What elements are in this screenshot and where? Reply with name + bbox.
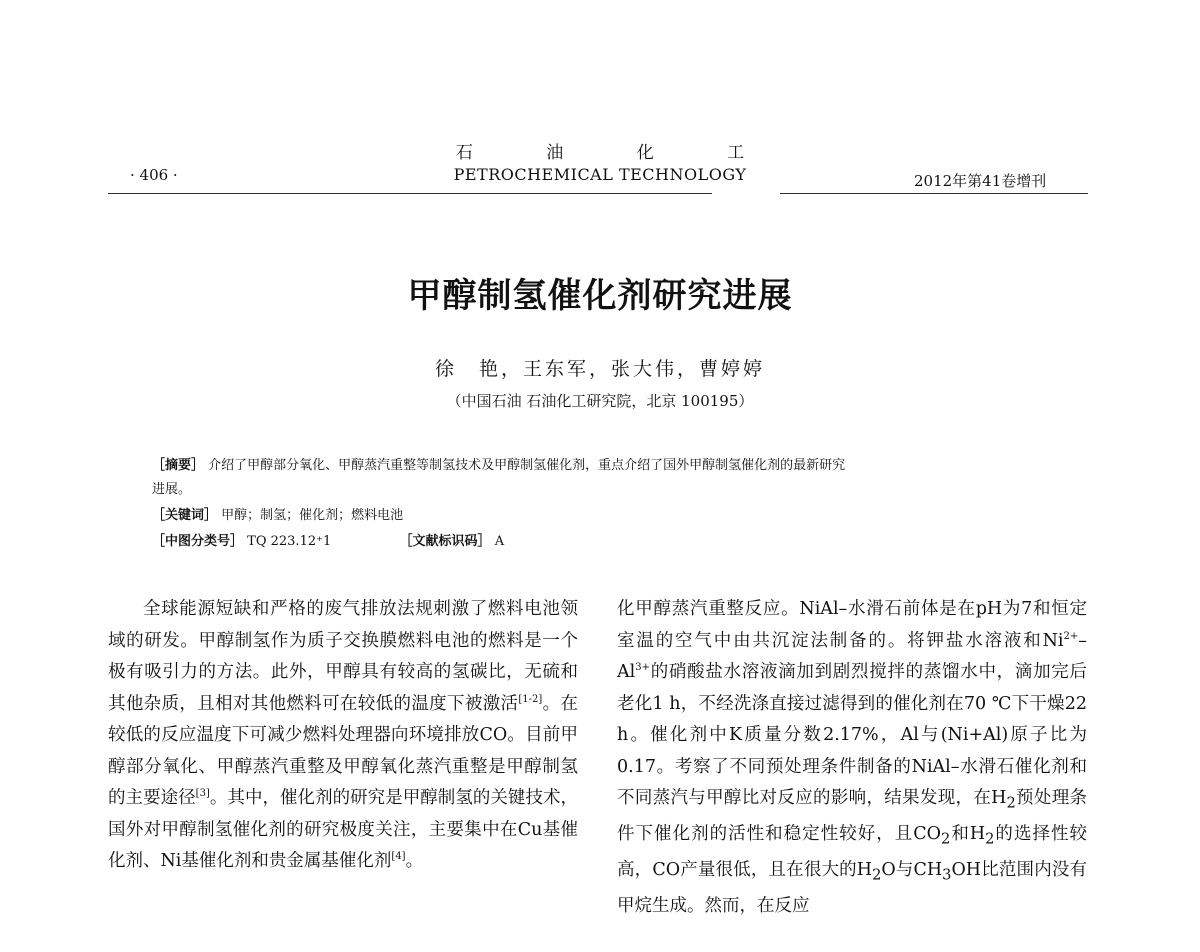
article-title: 甲醇制氢催化剂研究进展 bbox=[407, 276, 793, 316]
keywords-line bbox=[152, 505, 1052, 527]
citation-2: [3] bbox=[195, 788, 210, 800]
intro-text-2: 。在较低的反应温度下可减少燃料处理器向环境排放CO。目前甲醇部分氧化、甲醇蒸汽重整及甲醇氧化蒸汽重整是甲醇制氢的主要途径 bbox=[108, 693, 578, 808]
header-rule-right bbox=[780, 193, 1088, 194]
abstract-text: 介绍了甲醇部分氧化、甲醇蒸汽重整等制氢技术及甲醇制氢催化剂，重点介绍了国外甲醇制氢催化剂的最新研究 bbox=[208, 458, 846, 473]
abstract-text-cont: 进展。 bbox=[152, 482, 192, 497]
intro-text-1: 全球能源短缺和严格的废气排放法规刺激了燃料电池领域的研发。甲醇制氢作为质子交换膜燃料电池的燃料是一个极有吸引力的方法。此外，甲醇具有较高的氢碳比，无硫和其他杂质，且相对其他燃料可在较低的温度下被激活 bbox=[108, 599, 578, 714]
clc-tag: ［中图分类号］ bbox=[152, 534, 244, 549]
citation-3: [4] bbox=[391, 851, 406, 863]
body-text-3: 的硝酸盐水溶液滴加到剧烈搅拌的蒸馏水中，滴加完后老化1 h，不经洗涤直接过滤得到的催化剂在70 ℃下干燥22 h。催化剂中K质量分数2.17%，Al与(Ni+Al)原子比为0.17。考察了不同预处理条件制备的NiAl–水滑石催化剂和不同蒸汽与甲醇比对反应的影响，结果发现，在H bbox=[617, 662, 1087, 808]
citation-1: [1-2] bbox=[518, 693, 543, 705]
subscript-ch3: 3 bbox=[942, 866, 952, 884]
superscript-ni: 2+ bbox=[1063, 630, 1079, 642]
intro-paragraph bbox=[108, 594, 578, 878]
affiliation: （中国石油 石油化工研究院，北京 100195） bbox=[446, 392, 754, 410]
clc-value: TQ 223.12⁺1 bbox=[247, 534, 332, 549]
subscript-h2: 2 bbox=[985, 830, 995, 848]
subscript-h2: 2 bbox=[1006, 794, 1016, 812]
intro-text-3: 。其中，催化剂的研究是甲醇制氢的关键技术，国外对甲醇制氢催化剂的研究极度关注，主要集中在Cu基催化剂、Ni基催化剂和贵金属基催化剂 bbox=[108, 788, 579, 871]
body-text-8: OH比范围内没有甲烷生成。然而，在反应 bbox=[617, 860, 1088, 916]
journal-name-en: PETROCHEMICAL TECHNOLOGY bbox=[453, 165, 747, 184]
body-text-6: 的选择性较高，CO产量很低，且在很大的H bbox=[617, 824, 1087, 880]
body-text-1: 化甲醇蒸汽重整反应。NiAl–水滑石前体是在pH为7和恒定室温的空气中由共沉淀法制备的。将钾盐水溶液和Ni bbox=[617, 599, 1087, 651]
journal-name-cn: 石 油 化 工 bbox=[455, 143, 779, 163]
issue-label: 2012年第41卷增刊 bbox=[914, 172, 1047, 190]
doc-code-value: A bbox=[494, 534, 505, 549]
catalyst-paragraph bbox=[617, 594, 1087, 923]
subscript-h2o: 2 bbox=[872, 866, 882, 884]
body-text-2: –Al bbox=[617, 630, 1087, 682]
abstract-tag: ［摘要］ bbox=[152, 458, 205, 473]
keywords-text: 甲醇；制氢；催化剂；燃料电池 bbox=[221, 508, 404, 523]
page-number: · 406 · bbox=[130, 166, 178, 184]
abstract-line-2 bbox=[152, 479, 1052, 501]
body-text-4: 预处理条件下催化剂的活性和稳定性较好，且CO bbox=[617, 788, 1088, 844]
body-column-right bbox=[617, 594, 1087, 923]
abstract-line-1 bbox=[152, 455, 1052, 477]
keywords-tag: ［关键词］ bbox=[152, 508, 218, 523]
superscript-al: 3+ bbox=[635, 662, 650, 674]
classification-line bbox=[152, 531, 1052, 553]
body-text-5: 和H bbox=[950, 824, 986, 844]
author-list: 徐 艳，王东军，张大伟，曹婷婷 bbox=[434, 358, 765, 380]
body-text-7: O与CH bbox=[881, 860, 943, 880]
body-column-left bbox=[108, 594, 578, 878]
intro-text-4: 。 bbox=[405, 851, 424, 871]
doc-code-tag: ［文献标识码］ bbox=[399, 534, 491, 549]
header-rule-left bbox=[108, 193, 712, 194]
subscript-co2: 2 bbox=[941, 830, 951, 848]
